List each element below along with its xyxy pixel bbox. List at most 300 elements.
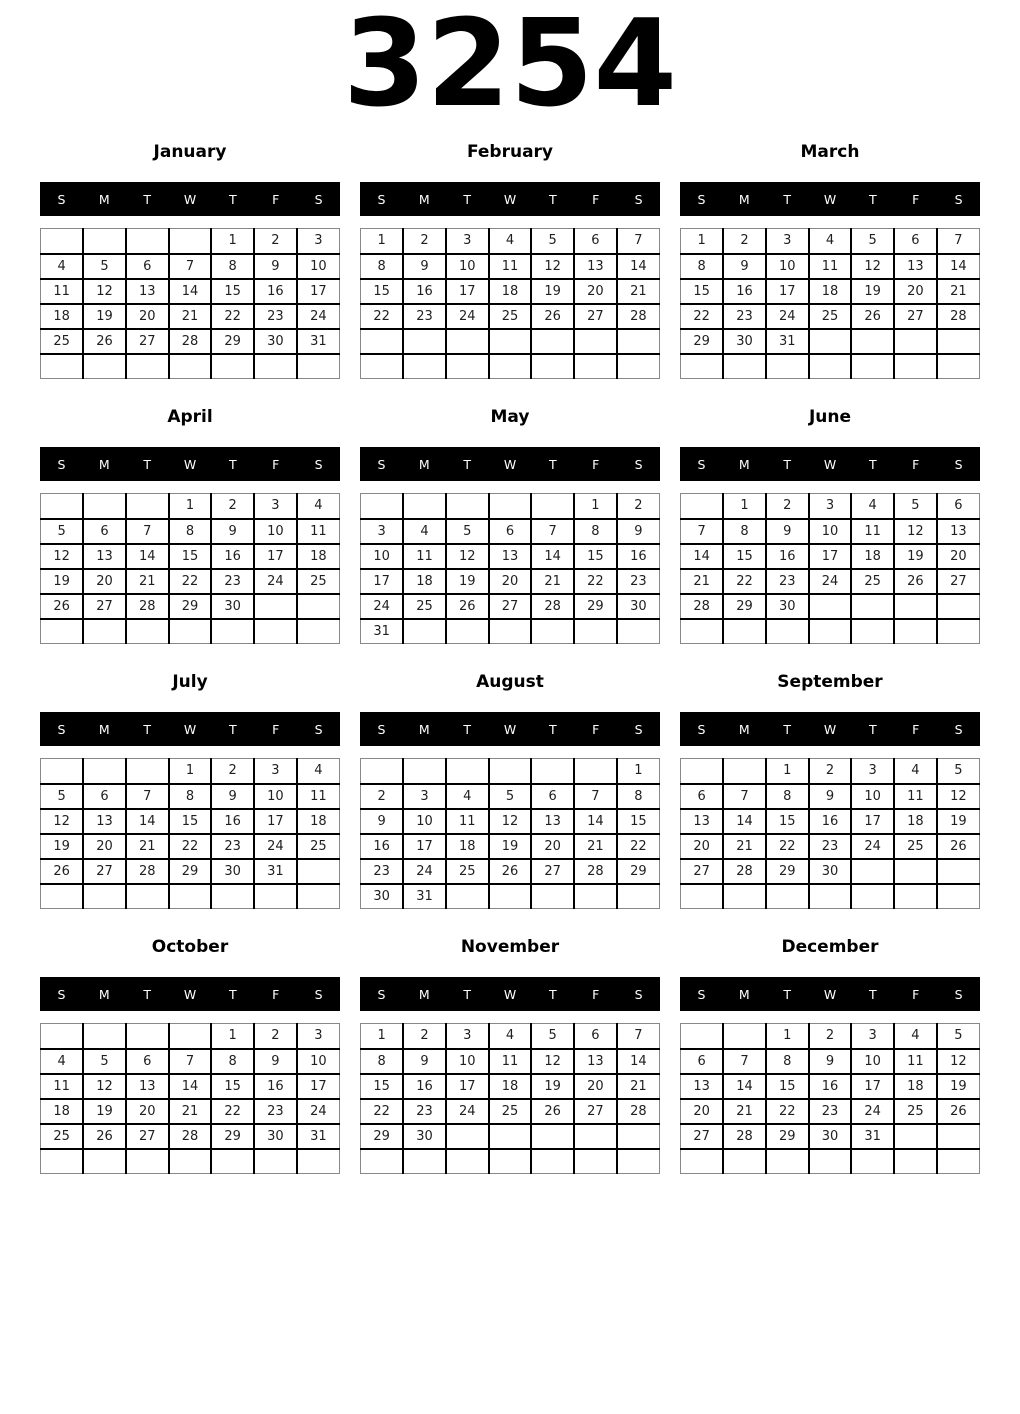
day-cell: 11 [809,254,852,279]
day-cell: 21 [169,1099,212,1124]
month-block [680,136,980,379]
day-cell: 18 [41,1099,84,1124]
week-row [41,569,340,594]
day-cell: 1 [361,229,404,254]
day-cell: 24 [403,859,446,884]
day-cell: 15 [766,809,809,834]
weekday-label: M [738,986,750,1002]
day-cell: 6 [574,229,617,254]
day-cell: 21 [681,569,724,594]
empty-day-cell [211,354,254,379]
empty-day-cell [574,619,617,644]
day-cell: 20 [83,834,126,859]
empty-day-cell [126,1149,169,1174]
day-cell: 31 [254,859,297,884]
week-row [41,784,340,809]
day-cell: 3 [361,519,404,544]
day-cell: 23 [723,304,766,329]
day-cell: 10 [809,519,852,544]
day-cell: 8 [681,254,724,279]
day-cell: 6 [83,784,126,809]
day-cell: 9 [361,809,404,834]
empty-day-cell [531,329,574,354]
weekday-label: S [697,456,706,472]
weekday-label: F [592,986,600,1002]
day-cell: 24 [446,1099,489,1124]
weekday-label: W [183,191,197,207]
day-cell: 16 [809,809,852,834]
month-title: April [167,407,213,427]
week-row [41,834,340,859]
empty-day-cell [126,619,169,644]
day-cell: 28 [574,859,617,884]
week-row [361,329,660,354]
empty-day-cell [681,1149,724,1174]
day-cell: 19 [446,569,489,594]
weekday-label: T [143,456,151,472]
empty-day-cell [211,1149,254,1174]
month-block [40,931,340,1174]
day-cell: 2 [403,229,446,254]
day-cell: 26 [489,859,532,884]
empty-day-cell [446,884,489,909]
weekday-label: W [823,986,837,1002]
day-cell: 7 [169,1049,212,1074]
week-row [41,859,340,884]
week-row [681,1049,980,1074]
day-cell: 17 [403,834,446,859]
day-cell: 1 [766,1024,809,1049]
day-cell: 4 [41,1049,84,1074]
day-cell: 10 [851,784,894,809]
weekday-label: W [183,721,197,737]
day-cell: 4 [297,494,340,519]
empty-day-cell [403,619,446,644]
day-cell: 12 [894,519,937,544]
day-cell: 12 [489,809,532,834]
weekday-header [680,712,980,746]
day-cell: 25 [489,304,532,329]
week-row [41,544,340,569]
day-cell: 18 [297,809,340,834]
day-cell: 22 [169,569,212,594]
empty-day-cell [126,354,169,379]
week-row [681,834,980,859]
day-cell: 12 [531,1049,574,1074]
empty-day-cell [126,494,169,519]
empty-day-cell [41,884,84,909]
month-days-table [680,493,980,644]
day-cell: 10 [851,1049,894,1074]
day-cell: 8 [766,1049,809,1074]
day-cell: 8 [723,519,766,544]
day-cell: 23 [403,304,446,329]
week-row [681,759,980,784]
month-title: October [151,937,229,957]
weekday-label: T [783,191,791,207]
week-row [681,784,980,809]
empty-day-cell [723,354,766,379]
empty-day-cell [169,884,212,909]
week-row [681,544,980,569]
day-cell: 11 [894,1049,937,1074]
weekday-label: S [954,191,963,207]
day-cell: 19 [41,569,84,594]
month-title: September [777,672,883,692]
day-cell: 23 [403,1099,446,1124]
week-row [41,759,340,784]
empty-day-cell [894,619,937,644]
weekday-label: S [57,191,66,207]
weekday-label: T [229,986,237,1002]
month-block [360,931,660,1174]
month-title: July [172,672,208,692]
day-cell: 29 [574,594,617,619]
empty-day-cell [809,329,852,354]
weekday-label: M [418,456,430,472]
week-row [361,279,660,304]
day-cell: 21 [126,569,169,594]
day-cell: 22 [211,1099,254,1124]
empty-day-cell [937,1149,980,1174]
day-cell: 20 [894,279,937,304]
day-cell: 27 [574,1099,617,1124]
empty-day-cell [851,354,894,379]
day-cell: 12 [531,254,574,279]
empty-day-cell [723,1149,766,1174]
week-row [681,1124,980,1149]
week-row [361,544,660,569]
day-cell: 11 [41,1074,84,1099]
day-cell: 2 [617,494,660,519]
day-cell: 27 [574,304,617,329]
weekday-label: W [823,191,837,207]
weekday-header [680,977,980,1011]
day-cell: 5 [83,254,126,279]
week-row [361,229,660,254]
day-cell: 19 [531,279,574,304]
day-cell: 15 [766,1074,809,1099]
week-row [361,759,660,784]
week-row [681,1024,980,1049]
day-cell: 10 [297,254,340,279]
day-cell: 18 [851,544,894,569]
empty-day-cell [681,354,724,379]
day-cell: 3 [446,1024,489,1049]
day-cell: 16 [809,1074,852,1099]
weekday-label: S [377,721,386,737]
weekday-label: T [783,456,791,472]
day-cell: 19 [894,544,937,569]
day-cell: 30 [809,859,852,884]
day-cell: 19 [851,279,894,304]
empty-day-cell [83,229,126,254]
empty-day-cell [446,1124,489,1149]
empty-day-cell [41,1149,84,1174]
empty-day-cell [297,859,340,884]
empty-day-cell [169,1149,212,1174]
day-cell: 1 [681,229,724,254]
empty-day-cell [531,354,574,379]
week-row [681,809,980,834]
week-row [361,569,660,594]
empty-day-cell [681,494,724,519]
day-cell: 3 [851,1024,894,1049]
day-cell: 9 [809,1049,852,1074]
day-cell: 2 [211,759,254,784]
day-cell: 3 [297,229,340,254]
day-cell: 19 [489,834,532,859]
day-cell: 24 [851,834,894,859]
empty-day-cell [894,1124,937,1149]
empty-day-cell [681,759,724,784]
weekday-label: S [697,191,706,207]
month-block [680,401,980,644]
week-row [41,1074,340,1099]
empty-day-cell [403,1149,446,1174]
day-cell: 14 [681,544,724,569]
empty-day-cell [361,329,404,354]
day-cell: 10 [446,254,489,279]
months-grid [0,136,1020,1174]
weekday-header [40,977,340,1011]
empty-day-cell [617,1149,660,1174]
empty-day-cell [894,354,937,379]
empty-day-cell [489,1149,532,1174]
day-cell: 16 [211,544,254,569]
week-row [361,594,660,619]
empty-day-cell [254,354,297,379]
weekday-label: M [418,986,430,1002]
day-cell: 28 [681,594,724,619]
day-cell: 20 [574,1074,617,1099]
empty-day-cell [169,354,212,379]
day-cell: 9 [211,784,254,809]
day-cell: 18 [41,304,84,329]
weekday-label: F [592,456,600,472]
weekday-label: T [229,456,237,472]
day-cell: 22 [766,1099,809,1124]
weekday-label: M [98,456,110,472]
week-row [361,859,660,884]
day-cell: 12 [937,1049,980,1074]
weekday-label: W [183,986,197,1002]
week-row [681,279,980,304]
empty-day-cell [446,619,489,644]
week-row [361,254,660,279]
day-cell: 18 [894,809,937,834]
empty-day-cell [446,759,489,784]
day-cell: 22 [617,834,660,859]
day-cell: 10 [446,1049,489,1074]
week-row [41,519,340,544]
day-cell: 20 [681,1099,724,1124]
day-cell: 17 [446,1074,489,1099]
day-cell: 26 [851,304,894,329]
empty-day-cell [254,1149,297,1174]
empty-day-cell [169,229,212,254]
week-row [361,619,660,644]
weekday-label: S [954,986,963,1002]
day-cell: 22 [361,304,404,329]
week-row [681,569,980,594]
empty-day-cell [531,884,574,909]
day-cell: 3 [766,229,809,254]
weekday-label: T [869,191,877,207]
empty-day-cell [723,884,766,909]
empty-day-cell [446,329,489,354]
day-cell: 7 [723,1049,766,1074]
empty-day-cell [766,1149,809,1174]
day-cell: 25 [41,329,84,354]
weekday-label: S [377,456,386,472]
day-cell: 2 [254,1024,297,1049]
day-cell: 23 [809,834,852,859]
day-cell: 13 [126,279,169,304]
empty-day-cell [617,1124,660,1149]
week-row [361,519,660,544]
day-cell: 30 [211,859,254,884]
week-row [41,619,340,644]
empty-day-cell [489,494,532,519]
week-row [681,884,980,909]
day-cell: 9 [809,784,852,809]
day-cell: 15 [169,809,212,834]
empty-day-cell [489,619,532,644]
empty-day-cell [681,884,724,909]
empty-day-cell [617,354,660,379]
day-cell: 9 [254,1049,297,1074]
weekday-label: T [869,721,877,737]
weekday-label: T [869,986,877,1002]
empty-day-cell [937,354,980,379]
empty-day-cell [531,1124,574,1149]
day-cell: 24 [446,304,489,329]
day-cell: 2 [809,759,852,784]
empty-day-cell [574,329,617,354]
day-cell: 28 [617,304,660,329]
day-cell: 10 [361,544,404,569]
empty-day-cell [297,354,340,379]
day-cell: 27 [83,859,126,884]
weekday-label: S [57,986,66,1002]
day-cell: 18 [446,834,489,859]
empty-day-cell [126,884,169,909]
day-cell: 22 [574,569,617,594]
empty-day-cell [851,859,894,884]
empty-day-cell [83,619,126,644]
day-cell: 27 [83,594,126,619]
week-row [361,809,660,834]
day-cell: 30 [403,1124,446,1149]
day-cell: 15 [361,1074,404,1099]
empty-day-cell [446,494,489,519]
day-cell: 3 [254,759,297,784]
weekday-label: S [634,721,643,737]
day-cell: 7 [531,519,574,544]
empty-day-cell [41,1024,84,1049]
day-cell: 13 [489,544,532,569]
empty-day-cell [83,1149,126,1174]
weekday-label: T [229,721,237,737]
week-row [41,304,340,329]
empty-day-cell [83,884,126,909]
day-cell: 15 [211,1074,254,1099]
day-cell: 18 [809,279,852,304]
month-days-table [360,228,660,379]
empty-day-cell [489,354,532,379]
day-cell: 31 [851,1124,894,1149]
weekday-label: S [314,191,323,207]
day-cell: 27 [126,329,169,354]
day-cell: 21 [126,834,169,859]
day-cell: 5 [41,519,84,544]
empty-day-cell [531,494,574,519]
empty-day-cell [937,594,980,619]
week-row [361,1074,660,1099]
day-cell: 16 [254,1074,297,1099]
weekday-label: M [738,191,750,207]
day-cell: 28 [723,1124,766,1149]
empty-day-cell [83,759,126,784]
empty-day-cell [169,1024,212,1049]
week-row [41,594,340,619]
weekday-label: W [823,721,837,737]
empty-day-cell [617,884,660,909]
day-cell: 18 [297,544,340,569]
day-cell: 20 [574,279,617,304]
day-cell: 14 [937,254,980,279]
day-cell: 17 [254,544,297,569]
weekday-header [360,447,660,481]
weekday-label: S [954,456,963,472]
month-block [680,931,980,1174]
day-cell: 1 [723,494,766,519]
day-cell: 16 [723,279,766,304]
day-cell: 4 [297,759,340,784]
day-cell: 27 [681,1124,724,1149]
day-cell: 9 [254,254,297,279]
empty-day-cell [531,759,574,784]
day-cell: 23 [211,569,254,594]
day-cell: 1 [766,759,809,784]
day-cell: 21 [723,834,766,859]
week-row [361,494,660,519]
empty-day-cell [361,354,404,379]
day-cell: 20 [681,834,724,859]
day-cell: 5 [531,229,574,254]
weekday-label: T [463,456,471,472]
day-cell: 21 [169,304,212,329]
month-days-table [360,1023,660,1174]
empty-day-cell [83,354,126,379]
day-cell: 30 [211,594,254,619]
empty-day-cell [41,229,84,254]
day-cell: 9 [723,254,766,279]
empty-day-cell [403,329,446,354]
week-row [681,229,980,254]
day-cell: 3 [851,759,894,784]
day-cell: 6 [531,784,574,809]
day-cell: 24 [766,304,809,329]
day-cell: 26 [937,1099,980,1124]
month-days-table [360,493,660,644]
empty-day-cell [254,884,297,909]
week-row [361,1024,660,1049]
day-cell: 20 [937,544,980,569]
empty-day-cell [83,1024,126,1049]
weekday-label: S [697,986,706,1002]
